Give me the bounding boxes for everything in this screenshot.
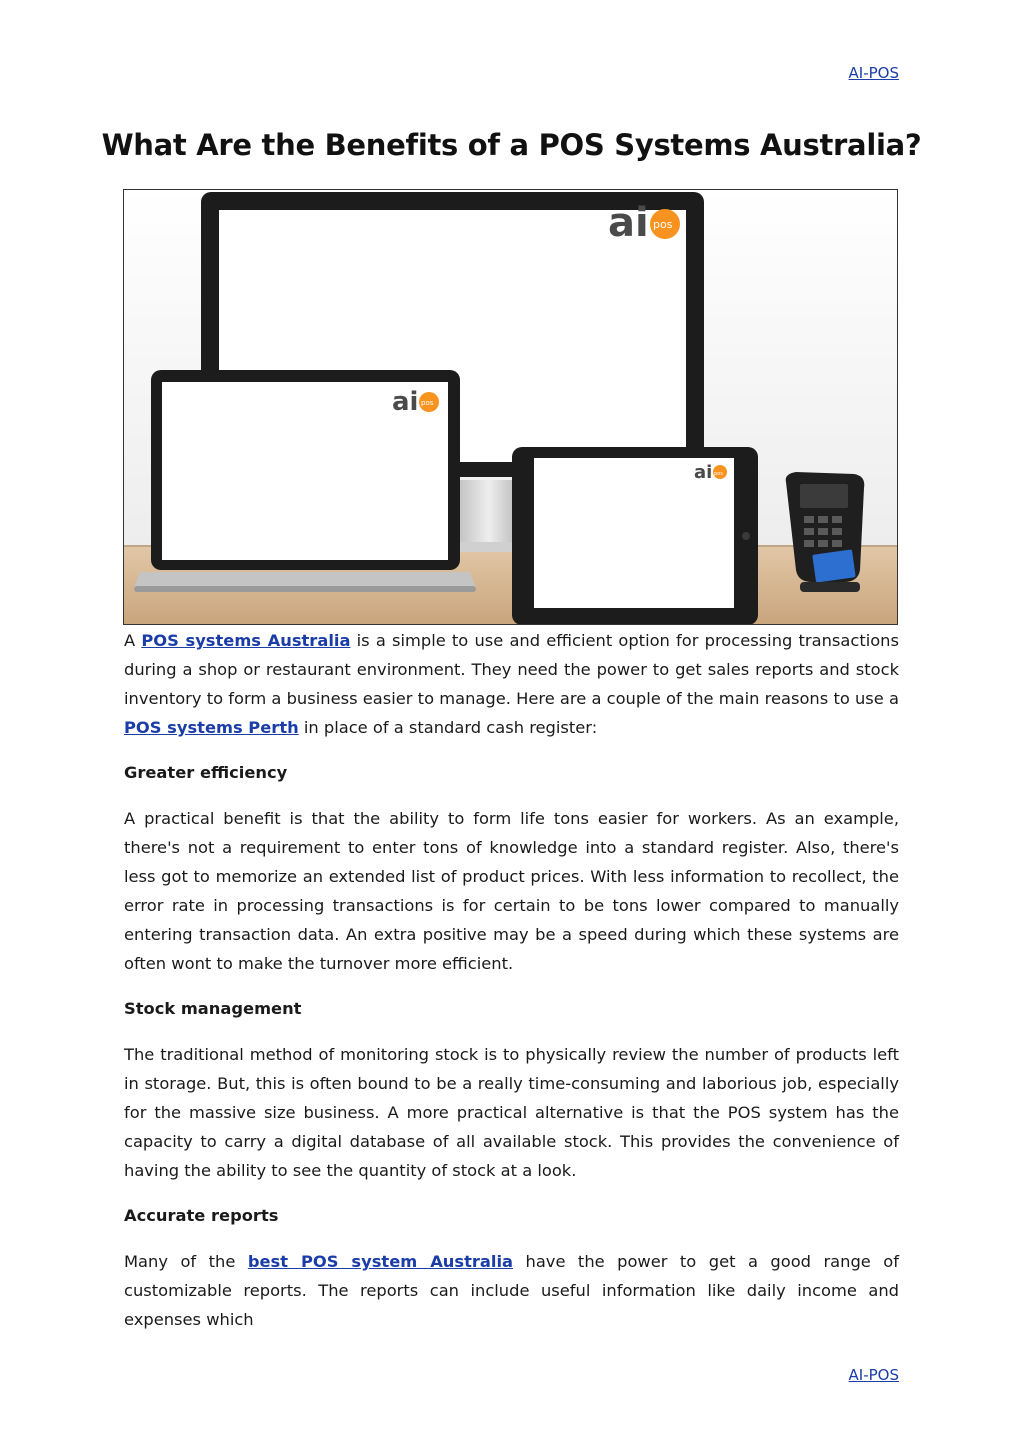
svg-text:ai: ai: [694, 462, 713, 483]
tablet: [512, 447, 758, 625]
section-body-stock: The traditional method of monitoring stock is to physically review the number of products left in storage. But, this is often bound to be a really time-consuming and laborious job, especially for the massive size business. A more practical alternative is that the POS system has the capacity to carry a digital database of all available stock. This provides the convenience of having the ability to see the quantity of stock at a look.: [124, 1045, 899, 1180]
intro-paragraph: [124, 626, 899, 742]
devices-illustration: [124, 190, 898, 625]
intro-text-1: A: [124, 631, 142, 650]
svg-text:pos: pos: [421, 399, 434, 407]
article-body: [124, 626, 899, 1334]
section-body-reports: [124, 1247, 899, 1334]
best-pos-system-australia-link[interactable]: best POS system Australia: [247, 1252, 514, 1271]
section-heading-stock: Stock management: [124, 999, 302, 1018]
section-heading-efficiency: Greater efficiency: [124, 763, 288, 782]
card-terminal: [786, 472, 865, 592]
intro-text-3: in place of a standard cash register:: [298, 718, 598, 737]
section-body-efficiency: A practical benefit is that the ability to form life tons easier for workers. As an example, there's not a requirement to enter tons of knowledge into a standard register. Also, there's less got to memorize an extended list of product prices. With less information to recollect, the error rate in processing transactions is for certain to be tons lower compared to manually entering transaction data. An extra positive may be a speed during which these systems are often wont to make the turnover more efficient.: [124, 809, 899, 973]
page-title: What Are the Benefits of a POS Systems Australia?: [101, 128, 922, 162]
svg-text:ai: ai: [608, 200, 649, 246]
pos-systems-australia-link[interactable]: POS systems Australia: [141, 631, 351, 650]
intro-text-2: is a simple to use and efficient option for processing transactions during a shop or restaurant environment. They need the power to get sales reports and stock inventory to form a business easier to manage. Here are a couple of the main reasons to use a: [124, 631, 899, 708]
footer-ai-pos-link[interactable]: AI-POS: [848, 1366, 899, 1384]
svg-text:pos: pos: [653, 218, 673, 231]
pos-systems-perth-link[interactable]: POS systems Perth: [124, 718, 299, 737]
svg-text:ai: ai: [392, 387, 419, 417]
hero-image: [123, 189, 898, 625]
reports-text-1: Many of the: [124, 1252, 248, 1271]
section-heading-reports: Accurate reports: [124, 1206, 279, 1225]
header-ai-pos-link[interactable]: AI-POS: [848, 64, 899, 82]
laptop: [134, 370, 476, 592]
reports-text-2: have the power to get a good range of customizable reports. The reports can include useful information like daily income and expenses which: [124, 1252, 899, 1329]
svg-text:pos: pos: [714, 471, 723, 477]
